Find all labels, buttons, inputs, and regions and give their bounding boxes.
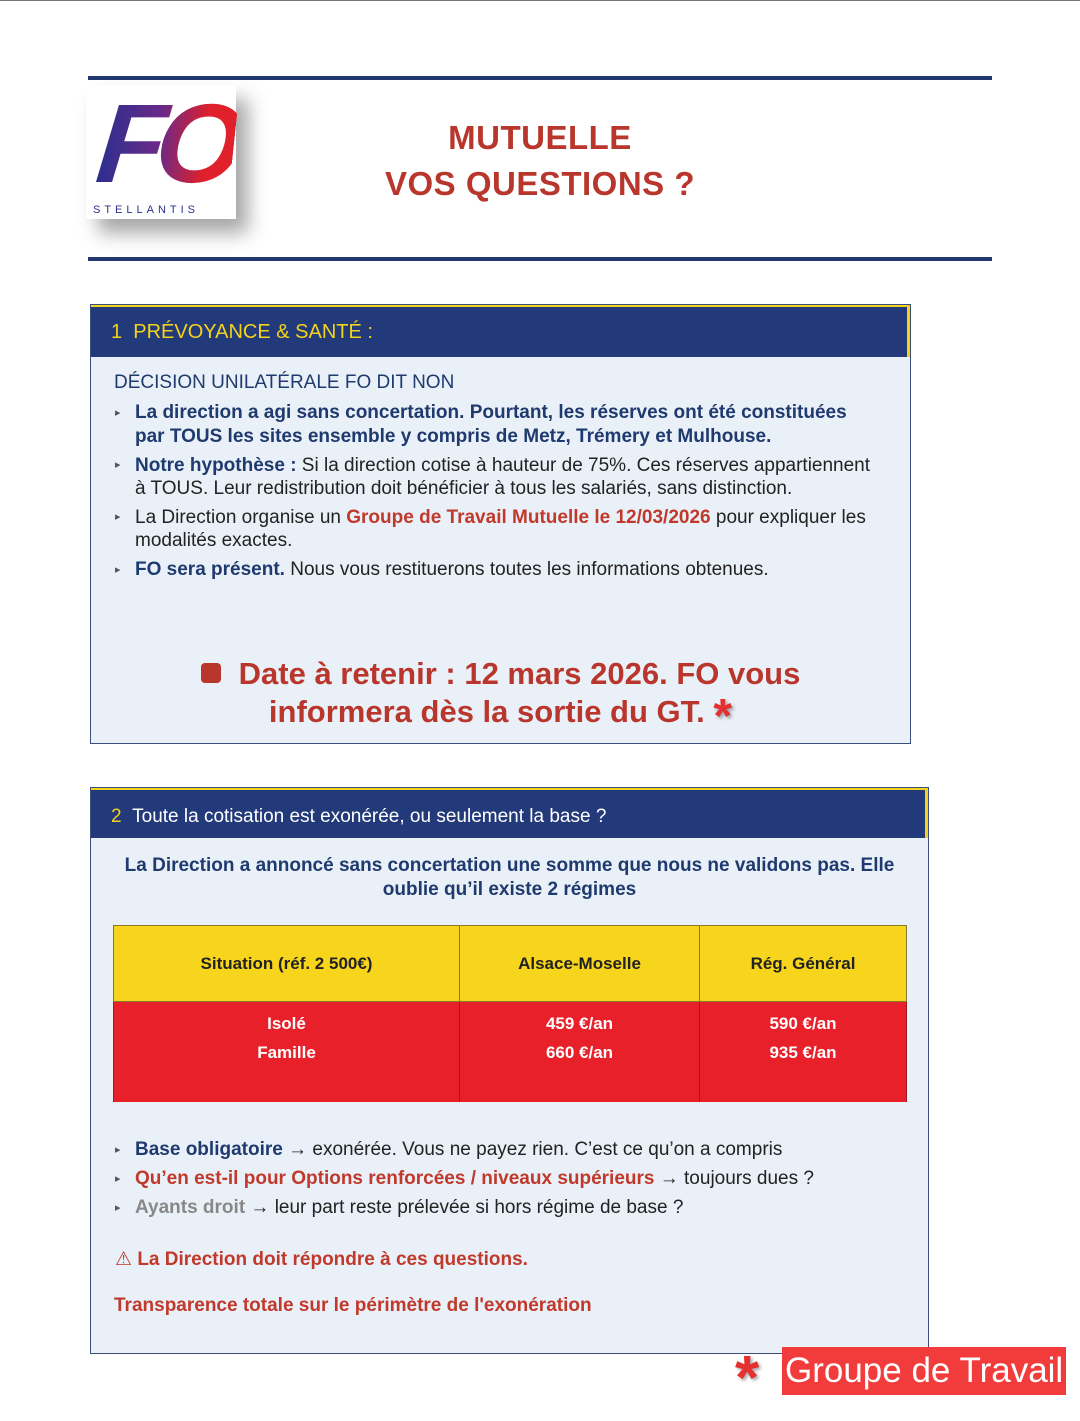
fo-stellantis-logo — [86, 81, 241, 219]
column-header: Alsace-Moselle — [460, 926, 700, 1002]
table-cell: 935 €/an — [700, 1041, 907, 1102]
bottom-rule — [88, 257, 992, 261]
logo-subtitle: STELLANTIS — [93, 204, 200, 216]
table-row — [114, 1041, 907, 1102]
column-header: Situation (réf. 2 500€) — [114, 926, 460, 1002]
question-list — [91, 1138, 908, 1220]
table-cell: 590 €/an — [700, 1002, 907, 1042]
list-item: ▸ Notre hypothèse : Si la direction cotise à hauteur de 75%. Ces réserves appartiennent à TOUS. Leur redistribution doit bénéficier à tous les salariés, sans distinction. — [115, 455, 871, 499]
section-subtitle: DÉCISION UNILATÉRALE FO DIT NON — [114, 372, 455, 393]
list-item: ▸ La Direction organise un Groupe de Travail Mutuelle le 12/03/2026 pour expliquer les modalités exactes. — [115, 507, 866, 551]
table-cell: Isolé — [114, 1002, 460, 1042]
title-line-1: MUTUELLE — [448, 119, 632, 156]
list-item: ▸ Base obligatoire → exonérée. Vous ne payez rien. C’est ce qu’on a compris — [115, 1139, 783, 1160]
section-title: PRÉVOYANCE & SANTÉ : — [133, 321, 373, 343]
section-number: 1 — [111, 321, 123, 343]
column-header: Rég. Général — [700, 926, 907, 1002]
date-reminder: Date à retenir : 12 mars 2026. FO vous informera dès la sortie du GT. * — [91, 655, 910, 736]
table-cell: 660 €/an — [460, 1041, 700, 1102]
transparency-note: Transparence totale sur le périmètre de l'exonération — [114, 1295, 592, 1316]
list-item: ▸ FO sera présent. Nous vous restituerons toutes les informations obtenues. — [115, 559, 769, 580]
section-intro: La Direction a annoncé sans concertation une somme que nous ne validons pas. Elle oublie qu’il existe 2 régimes — [124, 855, 895, 900]
table-header-row — [114, 926, 907, 1002]
section-header — [91, 305, 910, 357]
section-prevoyance — [90, 304, 911, 744]
asterisk-icon: * — [735, 1344, 760, 1413]
list-item: ▸ La direction a agi sans concertation. Pourtant, les réserves ont été constituées par TOUS les sites ensemble y compris de Metz, Trémery et Mulhouse. — [115, 402, 847, 447]
section-cotisation — [90, 787, 929, 1354]
table-cell: 459 €/an — [460, 1002, 700, 1042]
asterisk-icon: * — [713, 690, 733, 743]
page-title — [300, 115, 780, 207]
table-row — [114, 1002, 907, 1042]
warning-message: ⚠ La Direction doit répondre à ces questions. — [115, 1249, 528, 1270]
section-title: Toute la cotisation est exonérée, ou seulement la base ? — [132, 806, 607, 827]
section-number: 2 — [111, 806, 122, 827]
bullet-list — [91, 401, 880, 582]
contribution-table — [113, 925, 907, 1102]
calendar-icon — [201, 663, 221, 683]
list-item: ▸ Ayants droit → leur part reste prélevée si hors régime de base ? — [115, 1197, 684, 1218]
footnote-label: Groupe de Travail — [782, 1347, 1066, 1395]
warning-icon: ⚠ — [115, 1249, 133, 1270]
list-item: ▸ Qu’en est-il pour Options renforcées / niveaux supérieurs → toujours dues ? — [115, 1168, 814, 1189]
table-cell: Famille — [114, 1041, 460, 1102]
section-header — [91, 788, 928, 838]
title-line-2: VOS QUESTIONS ? — [384, 165, 696, 202]
logo-fo-text: FO — [91, 81, 241, 206]
